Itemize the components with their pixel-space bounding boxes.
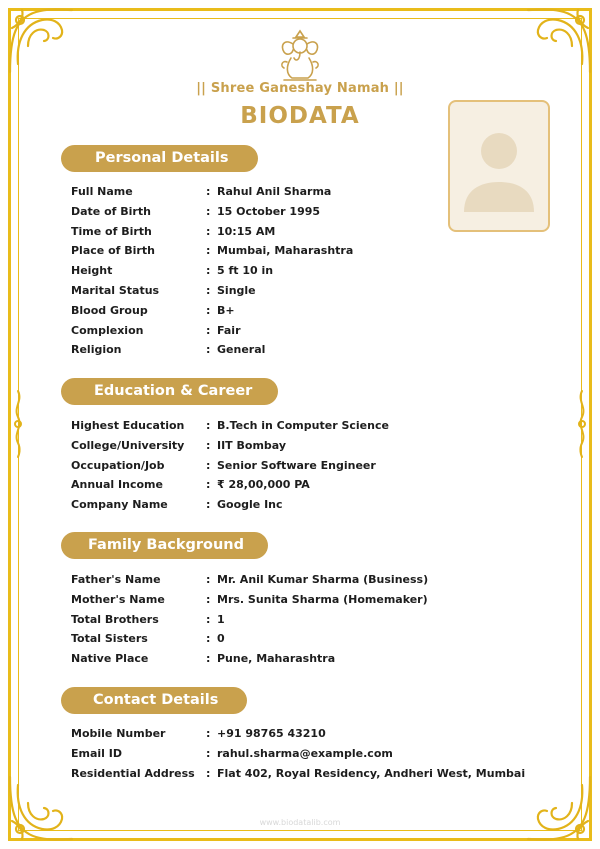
detail-value: Mr. Anil Kumar Sharma (Business): [217, 573, 429, 586]
detail-row: [71, 244, 541, 264]
separator: :: [206, 458, 211, 472]
detail-label: Occupation/Job: [71, 458, 165, 472]
detail-row: [71, 767, 541, 787]
detail-label: Total Brothers: [71, 612, 159, 626]
separator: :: [206, 438, 211, 452]
detail-value: Mumbai, Maharashtra: [217, 244, 354, 258]
contact-details-list: [71, 727, 541, 786]
detail-row: [71, 205, 541, 225]
detail-label: Mother's Name: [71, 592, 165, 606]
detail-row: [71, 459, 541, 479]
page-title: BIODATA: [240, 103, 360, 129]
separator: :: [206, 612, 211, 626]
detail-value: Google Inc: [217, 498, 283, 512]
detail-label: Height: [71, 264, 113, 278]
corner-ornament-icon: [524, 6, 594, 76]
detail-row: [71, 324, 541, 344]
detail-value: 0: [217, 632, 225, 646]
detail-value: Single: [217, 283, 256, 297]
detail-row: [71, 185, 541, 205]
detail-value: 5 ft 10 in: [217, 264, 274, 278]
detail-row: [71, 304, 541, 324]
detail-label: Email ID: [71, 746, 122, 760]
detail-row: [71, 439, 541, 459]
detail-label: Marital Status: [71, 283, 160, 297]
detail-value: B+: [217, 303, 235, 317]
education-career-list: [71, 419, 541, 518]
detail-label: Place of Birth: [71, 244, 155, 258]
ganesha-icon: [274, 28, 326, 84]
detail-row: [71, 498, 541, 518]
separator: :: [206, 323, 211, 337]
separator: :: [206, 185, 211, 198]
detail-value: Fair: [217, 323, 241, 337]
corner-ornament-icon: [6, 6, 76, 76]
separator: :: [206, 478, 211, 492]
detail-value: +91 98765 43210: [217, 727, 326, 740]
separator: :: [206, 498, 211, 512]
detail-row: [71, 478, 541, 498]
detail-label: Date of Birth: [71, 204, 151, 218]
detail-row: [71, 284, 541, 304]
detail-label: Native Place: [71, 652, 149, 666]
section-header-education-career: Education & Career: [61, 378, 278, 405]
detail-value: General: [217, 343, 266, 357]
detail-row: [71, 343, 541, 363]
detail-label: Total Sisters: [71, 632, 148, 646]
detail-row: [71, 632, 541, 652]
detail-row: [71, 264, 541, 284]
detail-label: Mobile Number: [71, 727, 166, 740]
separator: :: [206, 303, 211, 317]
detail-row: [71, 593, 541, 613]
separator: :: [206, 204, 211, 218]
detail-label: Residential Address: [71, 766, 195, 780]
separator: :: [206, 343, 211, 357]
detail-label: Annual Income: [71, 478, 163, 492]
detail-label: Full Name: [71, 185, 133, 198]
separator: :: [206, 592, 211, 606]
detail-label: Complexion: [71, 323, 144, 337]
separator: :: [206, 224, 211, 238]
detail-value: rahul.sharma@example.com: [217, 746, 393, 760]
detail-value: ₹ 28,00,000 PA: [217, 478, 310, 492]
side-ornament-icon: [11, 389, 25, 459]
watermark-text: www.biodatalib.com: [259, 818, 341, 827]
separator: :: [206, 766, 211, 780]
separator: :: [206, 283, 211, 297]
separator: :: [206, 632, 211, 646]
detail-value: Pune, Maharashtra: [217, 652, 336, 666]
detail-row: [71, 573, 541, 593]
detail-value: Flat 402, Royal Residency, Andheri West, Mumbai: [217, 766, 526, 780]
separator: :: [206, 727, 211, 740]
section-header-contact-details: Contact Details: [61, 687, 247, 714]
separator: :: [206, 652, 211, 666]
detail-value: Senior Software Engineer: [217, 458, 376, 472]
detail-label: Religion: [71, 343, 122, 357]
section-header-personal-details: Personal Details: [61, 145, 258, 172]
detail-label: Time of Birth: [71, 224, 152, 238]
personal-details-list: [71, 185, 541, 363]
detail-label: Blood Group: [71, 303, 148, 317]
separator: :: [206, 244, 211, 258]
detail-label: College/University: [71, 438, 185, 452]
side-ornament-icon: [575, 389, 589, 459]
detail-value: 10:15 AM: [217, 224, 276, 238]
detail-value: Mrs. Sunita Sharma (Homemaker): [217, 592, 428, 606]
family-background-list: [71, 573, 541, 672]
separator: :: [206, 573, 211, 586]
detail-row: [71, 613, 541, 633]
detail-label: Father's Name: [71, 573, 161, 586]
detail-value: B.Tech in Computer Science: [217, 419, 389, 432]
corner-ornament-icon: [6, 773, 76, 843]
detail-value: 1: [217, 612, 225, 626]
detail-row: [71, 747, 541, 767]
detail-value: IIT Bombay: [217, 438, 287, 452]
separator: :: [206, 746, 211, 760]
separator: :: [206, 264, 211, 278]
section-header-family-background: Family Background: [61, 532, 268, 559]
invocation-text: || Shree Ganeshay Namah ||: [196, 81, 404, 96]
detail-row: [71, 225, 541, 245]
separator: :: [206, 419, 211, 432]
detail-row: [71, 419, 541, 439]
detail-value: 15 October 1995: [217, 204, 321, 218]
detail-row: [71, 727, 541, 747]
detail-value: Rahul Anil Sharma: [217, 185, 332, 198]
detail-label: Highest Education: [71, 419, 185, 432]
detail-label: Company Name: [71, 498, 168, 512]
detail-row: [71, 652, 541, 672]
